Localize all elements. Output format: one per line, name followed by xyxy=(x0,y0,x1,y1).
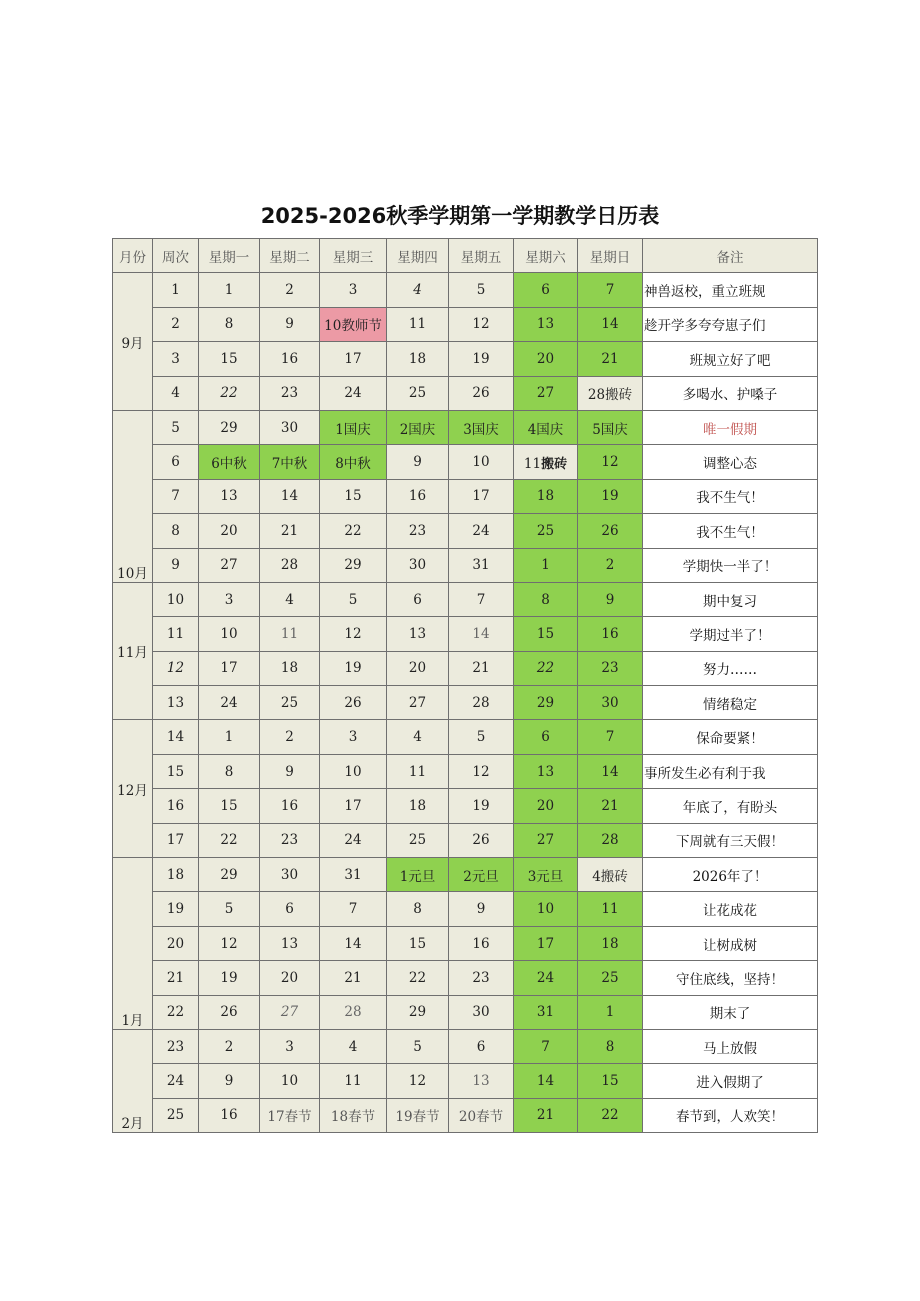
header-friday: 星期五 xyxy=(449,239,514,273)
week-row xyxy=(113,995,818,1029)
day-cell: 4 xyxy=(387,273,449,307)
note-cell: 保命要紧！ xyxy=(643,720,818,754)
weekend-cell: 20 xyxy=(514,789,578,823)
note-cell: 努力…… xyxy=(643,651,818,685)
day-cell: 27 xyxy=(199,548,260,582)
day-cell: 14 xyxy=(449,617,514,651)
day-cell: 19 xyxy=(449,342,514,376)
day-cell: 11 xyxy=(387,754,449,788)
note-cell: 调整心态 xyxy=(643,445,818,479)
weekend-cell: 2 xyxy=(578,548,643,582)
week-number: 4 xyxy=(153,376,199,410)
month-label: 1月 xyxy=(113,858,153,1030)
week-row xyxy=(113,720,818,754)
weekend-cell: 1 xyxy=(578,995,643,1029)
day-cell: 7 xyxy=(449,582,514,616)
header-sunday: 星期日 xyxy=(578,239,643,273)
day-cell: 21 xyxy=(260,514,320,548)
week-number: 18 xyxy=(153,858,199,892)
weekend-cell: 21 xyxy=(514,1098,578,1132)
day-cell: 3 xyxy=(260,1029,320,1063)
weekend-cell: 24 xyxy=(514,961,578,995)
day-cell: 8 xyxy=(199,307,260,341)
day-cell: 19 xyxy=(320,651,387,685)
weekend-cell: 13 xyxy=(514,307,578,341)
day-cell: 17 xyxy=(449,479,514,513)
note-cell: 期末了 xyxy=(643,995,818,1029)
day-cell: 15 xyxy=(387,926,449,960)
month-label: 9月 xyxy=(113,273,153,411)
week-number: 16 xyxy=(153,789,199,823)
weekend-cell: 27 xyxy=(514,376,578,410)
day-cell: 13 xyxy=(199,479,260,513)
day-cell: 6 xyxy=(260,892,320,926)
day-cell: 20 xyxy=(260,961,320,995)
note-cell: 神兽返校，重立班规 xyxy=(643,273,818,307)
day-cell: 18 xyxy=(387,789,449,823)
weekend-cell: 14 xyxy=(578,307,643,341)
day-cell: 4 xyxy=(260,582,320,616)
note-cell: 情绪稳定 xyxy=(643,686,818,720)
day-cell: 14 xyxy=(260,479,320,513)
weekend-cell: 30 xyxy=(578,686,643,720)
note-cell: 趁开学多夸夸崽子们 xyxy=(643,307,818,341)
day-cell: 19 xyxy=(199,961,260,995)
weekend-cell: 23 xyxy=(578,651,643,685)
weekend-cell: 6 xyxy=(514,720,578,754)
holiday-cell: 1国庆 xyxy=(320,410,387,444)
note-cell: 我不生气！ xyxy=(643,479,818,513)
week-number: 6 xyxy=(153,445,199,479)
day-cell: 4 xyxy=(387,720,449,754)
day-cell: 12 xyxy=(320,617,387,651)
header-thursday: 星期四 xyxy=(387,239,449,273)
day-cell: 29 xyxy=(199,410,260,444)
day-cell: 16 xyxy=(199,1098,260,1132)
week-row xyxy=(113,1064,818,1098)
week-row xyxy=(113,617,818,651)
day-cell: 12 xyxy=(449,307,514,341)
spring-festival-cell: 17春节 xyxy=(260,1098,320,1132)
week-number: 19 xyxy=(153,892,199,926)
day-cell: 8 xyxy=(387,892,449,926)
day-cell: 20 xyxy=(387,651,449,685)
week-number: 13 xyxy=(153,686,199,720)
day-cell: 26 xyxy=(449,376,514,410)
day-cell: 26 xyxy=(199,995,260,1029)
week-number: 11 xyxy=(153,617,199,651)
workday-cell xyxy=(514,445,578,479)
day-cell: 11 xyxy=(387,307,449,341)
week-row xyxy=(113,479,818,513)
day-cell: 6 xyxy=(449,1029,514,1063)
day-cell: 2 xyxy=(260,720,320,754)
calendar-table xyxy=(112,238,818,1133)
day-cell: 8 xyxy=(199,754,260,788)
day-cell: 19 xyxy=(449,789,514,823)
week-row xyxy=(113,307,818,341)
note-cell: 学期过半了！ xyxy=(643,617,818,651)
day-cell: 25 xyxy=(387,376,449,410)
day-cell: 16 xyxy=(387,479,449,513)
month-label: 10月 xyxy=(113,410,153,582)
week-row xyxy=(113,342,818,376)
day-cell: 17 xyxy=(320,342,387,376)
week-number: 24 xyxy=(153,1064,199,1098)
week-number: 14 xyxy=(153,720,199,754)
note-cell: 事所发生必有利于我 xyxy=(643,754,818,788)
day-cell: 12 xyxy=(387,1064,449,1098)
header-tuesday: 星期二 xyxy=(260,239,320,273)
week-row xyxy=(113,1098,818,1132)
week-number: 15 xyxy=(153,754,199,788)
note-cell: 守住底线，坚持！ xyxy=(643,961,818,995)
weekend-cell: 8 xyxy=(514,582,578,616)
day-cell: 4 xyxy=(320,1029,387,1063)
day-cell: 28 xyxy=(260,548,320,582)
day-cell: 2 xyxy=(199,1029,260,1063)
day-cell: 5 xyxy=(449,720,514,754)
day-cell: 23 xyxy=(449,961,514,995)
holiday-cell: 1元旦 xyxy=(387,858,449,892)
day-cell: 13 xyxy=(387,617,449,651)
note-cell: 马上放假 xyxy=(643,1029,818,1063)
week-number: 2 xyxy=(153,307,199,341)
weekend-cell: 11 xyxy=(578,892,643,926)
day-cell: 21 xyxy=(449,651,514,685)
weekend-cell: 14 xyxy=(578,754,643,788)
week-row xyxy=(113,823,818,857)
day-cell: 1 xyxy=(199,273,260,307)
weekend-cell: 29 xyxy=(514,686,578,720)
day-cell: 30 xyxy=(260,410,320,444)
day-cell: 10 xyxy=(320,754,387,788)
note-cell: 期中复习 xyxy=(643,582,818,616)
week-row xyxy=(113,686,818,720)
note-cell: 我不生气！ xyxy=(643,514,818,548)
day-cell: 6 xyxy=(387,582,449,616)
day-cell: 16 xyxy=(260,342,320,376)
day-cell: 11 xyxy=(320,1064,387,1098)
day-cell: 29 xyxy=(320,548,387,582)
week-row xyxy=(113,754,818,788)
week-row xyxy=(113,376,818,410)
header-monday: 星期一 xyxy=(199,239,260,273)
weekend-cell: 22 xyxy=(578,1098,643,1132)
spring-festival-cell: 20春节 xyxy=(449,1098,514,1132)
week-number: 8 xyxy=(153,514,199,548)
weekend-cell: 12 xyxy=(578,445,643,479)
week-row xyxy=(113,926,818,960)
day-cell: 13 xyxy=(260,926,320,960)
weekend-cell: 21 xyxy=(578,789,643,823)
day-cell: 16 xyxy=(260,789,320,823)
day-cell: 9 xyxy=(449,892,514,926)
day-cell: 24 xyxy=(199,686,260,720)
weekend-cell: 17 xyxy=(514,926,578,960)
holiday-cell: 2元旦 xyxy=(449,858,514,892)
week-row xyxy=(113,789,818,823)
day-cell: 24 xyxy=(449,514,514,548)
day-cell: 18 xyxy=(260,651,320,685)
header-week: 周次 xyxy=(153,239,199,273)
day-cell: 3 xyxy=(199,582,260,616)
holiday-cell: 3元旦 xyxy=(514,858,578,892)
day-cell: 25 xyxy=(387,823,449,857)
day-cell: 26 xyxy=(449,823,514,857)
month-label: 12月 xyxy=(113,720,153,858)
weekend-cell: 8 xyxy=(578,1029,643,1063)
calendar-body xyxy=(113,273,818,1133)
week-row xyxy=(113,651,818,685)
day-cell: 22 xyxy=(199,376,260,410)
day-cell: 12 xyxy=(199,926,260,960)
holiday-cell: 3国庆 xyxy=(449,410,514,444)
weekend-cell: 21 xyxy=(578,342,643,376)
weekend-cell: 9 xyxy=(578,582,643,616)
weekend-cell: 13 xyxy=(514,754,578,788)
weekend-cell: 10 xyxy=(514,892,578,926)
day-cell: 24 xyxy=(320,376,387,410)
week-number: 7 xyxy=(153,479,199,513)
day-cell: 23 xyxy=(260,823,320,857)
weekend-cell: 25 xyxy=(578,961,643,995)
day-cell: 22 xyxy=(320,514,387,548)
day-cell: 28 xyxy=(449,686,514,720)
note-cell: 春节到，人欢笑！ xyxy=(643,1098,818,1132)
spring-festival-cell: 18春节 xyxy=(320,1098,387,1132)
note-cell: 2026年了！ xyxy=(643,858,818,892)
week-row xyxy=(113,445,818,479)
week-number: 20 xyxy=(153,926,199,960)
day-cell: 16 xyxy=(449,926,514,960)
day-cell: 5 xyxy=(199,892,260,926)
note-cell: 让花成花 xyxy=(643,892,818,926)
week-number: 9 xyxy=(153,548,199,582)
day-cell: 31 xyxy=(449,548,514,582)
day-cell: 29 xyxy=(387,995,449,1029)
day-cell: 30 xyxy=(260,858,320,892)
header-notes: 备注 xyxy=(643,239,818,273)
week-row xyxy=(113,410,818,444)
weekend-cell: 7 xyxy=(514,1029,578,1063)
day-cell: 9 xyxy=(260,754,320,788)
holiday-cell: 2国庆 xyxy=(387,410,449,444)
spring-festival-cell: 19春节 xyxy=(387,1098,449,1132)
weekend-cell: 16 xyxy=(578,617,643,651)
weekend-cell: 26 xyxy=(578,514,643,548)
day-cell: 22 xyxy=(199,823,260,857)
holiday-cell: 8中秋 xyxy=(320,445,387,479)
week-number: 3 xyxy=(153,342,199,376)
day-cell: 11 xyxy=(260,617,320,651)
day-cell: 25 xyxy=(260,686,320,720)
day-cell: 10 xyxy=(449,445,514,479)
day-cell: 15 xyxy=(199,789,260,823)
day-cell: 27 xyxy=(260,995,320,1029)
weekend-cell: 18 xyxy=(578,926,643,960)
day-cell: 10 xyxy=(199,617,260,651)
header-saturday: 星期六 xyxy=(514,239,578,273)
week-number: 5 xyxy=(153,410,199,444)
month-label: 2月 xyxy=(113,1029,153,1132)
week-number: 21 xyxy=(153,961,199,995)
weekend-cell: 27 xyxy=(514,823,578,857)
weekend-cell: 15 xyxy=(514,617,578,651)
note-cell: 让树成树 xyxy=(643,926,818,960)
day-cell: 22 xyxy=(387,961,449,995)
weekend-cell: 14 xyxy=(514,1064,578,1098)
weekend-cell: 22 xyxy=(514,651,578,685)
week-row xyxy=(113,273,818,307)
week-row xyxy=(113,514,818,548)
day-cell: 29 xyxy=(199,858,260,892)
month-label: 11月 xyxy=(113,582,153,720)
day-cell: 30 xyxy=(449,995,514,1029)
day-cell: 3 xyxy=(320,720,387,754)
day-cell: 20 xyxy=(199,514,260,548)
day-cell: 17 xyxy=(199,651,260,685)
header-row xyxy=(113,239,818,273)
day-cell: 26 xyxy=(320,686,387,720)
day-cell: 24 xyxy=(320,823,387,857)
weekend-cell: 19 xyxy=(578,479,643,513)
day-cell: 1 xyxy=(199,720,260,754)
page-title: 2025-2026秋季学期第一学期教学日历表 xyxy=(260,204,660,228)
holiday-cell: 4国庆 xyxy=(514,410,578,444)
holiday-cell: 5国庆 xyxy=(578,410,643,444)
weekend-cell: 28 xyxy=(578,823,643,857)
day-cell: 9 xyxy=(387,445,449,479)
week-row xyxy=(113,1029,818,1063)
teachers-day-cell: 10教师节 xyxy=(320,307,387,341)
note-cell: 班规立好了吧 xyxy=(643,342,818,376)
weekend-cell: 20 xyxy=(514,342,578,376)
weekend-cell: 7 xyxy=(578,720,643,754)
day-cell: 5 xyxy=(320,582,387,616)
week-number: 1 xyxy=(153,273,199,307)
day-cell: 15 xyxy=(199,342,260,376)
workday-cell: 28搬砖 xyxy=(578,376,643,410)
week-number: 12 xyxy=(153,651,199,685)
day-cell: 18 xyxy=(387,342,449,376)
day-cell: 5 xyxy=(449,273,514,307)
weekend-cell: 1 xyxy=(514,548,578,582)
header-wednesday: 星期三 xyxy=(320,239,387,273)
week-number: 17 xyxy=(153,823,199,857)
day-cell: 21 xyxy=(320,961,387,995)
note-cell: 学期快一半了！ xyxy=(643,548,818,582)
holiday-cell: 7中秋 xyxy=(260,445,320,479)
day-cell: 12 xyxy=(449,754,514,788)
week-row xyxy=(113,892,818,926)
note-cell: 下周就有三天假！ xyxy=(643,823,818,857)
weekend-cell: 31 xyxy=(514,995,578,1029)
day-cell: 15 xyxy=(320,479,387,513)
day-cell: 13 xyxy=(449,1064,514,1098)
week-row xyxy=(113,961,818,995)
day-cell: 7 xyxy=(320,892,387,926)
day-cell: 23 xyxy=(260,376,320,410)
week-number: 10 xyxy=(153,582,199,616)
weekend-cell: 25 xyxy=(514,514,578,548)
day-cell: 30 xyxy=(387,548,449,582)
workday-cell: 4搬砖 xyxy=(578,858,643,892)
week-row xyxy=(113,548,818,582)
day-cell: 14 xyxy=(320,926,387,960)
weekend-cell: 6 xyxy=(514,273,578,307)
week-row xyxy=(113,582,818,616)
week-number: 23 xyxy=(153,1029,199,1063)
note-cell: 年底了，有盼头 xyxy=(643,789,818,823)
day-cell: 9 xyxy=(260,307,320,341)
note-cell: 唯一假期 xyxy=(643,410,818,444)
weekend-cell: 18 xyxy=(514,479,578,513)
day-cell: 23 xyxy=(387,514,449,548)
note-cell: 进入假期了 xyxy=(643,1064,818,1098)
weekend-cell: 15 xyxy=(578,1064,643,1098)
week-number: 25 xyxy=(153,1098,199,1132)
week-row xyxy=(113,858,818,892)
workday-label: 搬砖 xyxy=(541,456,568,472)
note-cell: 多喝水、护嗓子 xyxy=(643,376,818,410)
day-cell: 2 xyxy=(260,273,320,307)
day-cell: 3 xyxy=(320,273,387,307)
week-number: 22 xyxy=(153,995,199,1029)
day-cell: 31 xyxy=(320,858,387,892)
day-cell: 28 xyxy=(320,995,387,1029)
day-number: 11 xyxy=(523,455,542,472)
day-cell: 27 xyxy=(387,686,449,720)
holiday-cell: 6中秋 xyxy=(199,445,260,479)
header-month: 月份 xyxy=(113,239,153,273)
day-cell: 9 xyxy=(199,1064,260,1098)
day-cell: 5 xyxy=(387,1029,449,1063)
day-cell: 10 xyxy=(260,1064,320,1098)
day-cell: 17 xyxy=(320,789,387,823)
weekend-cell: 7 xyxy=(578,273,643,307)
